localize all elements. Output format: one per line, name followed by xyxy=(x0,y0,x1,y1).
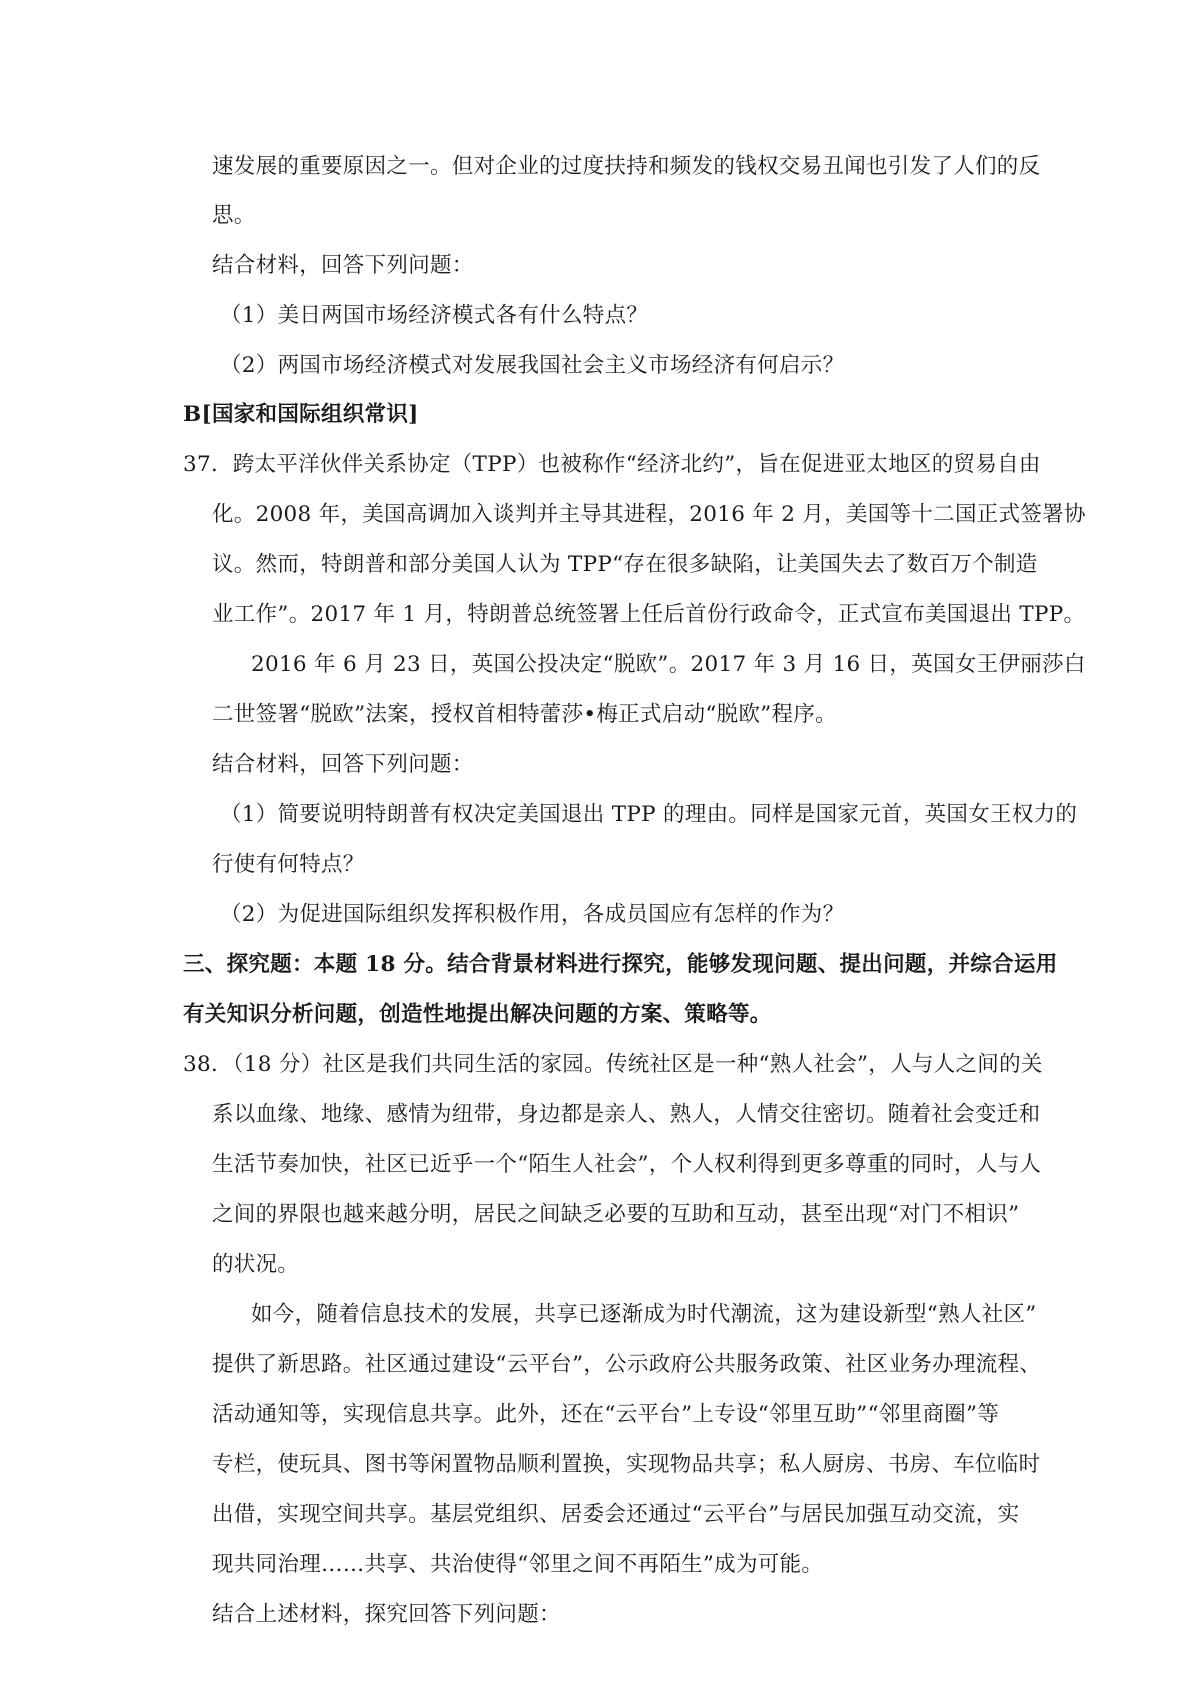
question-item: （1）简要说明特朗普有权决定美国退出 TPP 的理由。同样是国家元首，英国女王权力的 xyxy=(220,802,1078,827)
text-line: 速发展的重要原因之一。但对企业的过度扶持和频发的钱权交易丑闻也引发了人们的反 xyxy=(212,154,1041,179)
paragraph-start: 2016 年 6 月 23 日，英国公投决定“脱欧”。2017 年 3 月 16 日，英国女王伊丽莎白 xyxy=(251,652,1086,677)
text-line: 化。2008 年，美国高调加入谈判并主导其进程，2016 年 2 月，美国等十二国正式签署协 xyxy=(212,502,1086,527)
text-line: 专栏，使玩具、图书等闲置物品顺利置换，实现物品共享；私人厨房、书房、车位临时 xyxy=(212,1452,1041,1477)
text-line: 业工作”。2017 年 1 月，特朗普总统签署上任后首份行政命令，正式宣布美国退出 TPP。 xyxy=(212,602,1086,627)
text-line: 出借，实现空间共享。基层党组织、居委会还通过“云平台”与居民加强互动交流，实 xyxy=(212,1502,1020,1527)
paragraph-start: 如今，随着信息技术的发展，共享已逐渐成为时代潮流，这为建设新型“熟人社区” xyxy=(251,1302,1037,1327)
text-line: 议。然而，特朗普和部分美国人认为 TPP“存在很多缺陷，让美国失去了数百万个制造 xyxy=(212,552,1038,577)
text-line: 之间的界限也越来越分明，居民之间缺乏必要的互助和互动，甚至出现“对门不相识” xyxy=(212,1202,1020,1227)
text-line: 行使有何特点？ xyxy=(212,852,365,877)
text-line: 二世签署“脱欧”法案，授权首相特蕾莎•梅正式启动“脱欧”程序。 xyxy=(212,702,837,727)
text-line: 现共同治理……共享、共治使得“邻里之间不再陌生”成为可能。 xyxy=(212,1552,824,1577)
text-line: 提供了新思路。社区通过建设“云平台”，公示政府公共服务政策、社区业务办理流程、 xyxy=(212,1352,1042,1377)
text-line: 结合上述材料，探究回答下列问题： xyxy=(212,1602,561,1627)
text-line: 结合材料，回答下列问题： xyxy=(212,253,474,278)
text-line: 结合材料，回答下列问题： xyxy=(212,752,474,777)
text-line: 活动通知等，实现信息共享。此外，还在“云平台”上专设“邻里互助”“邻里商圈”等 xyxy=(212,1402,1000,1427)
section-heading: B[国家和国际组织常识] xyxy=(183,402,419,427)
text-line: 生活节奏加快，社区已近乎一个“陌生人社会”，个人权利得到更多尊重的同时，人与人 xyxy=(212,1152,1042,1177)
section-heading: 三、探究题：本题 18 分。结合背景材料进行探究，能够发现问题、提出问题，并综合运用 xyxy=(183,952,1058,977)
question-item: （1）美日两国市场经济模式各有什么特点？ xyxy=(220,303,649,328)
text-line: 的状况。 xyxy=(212,1252,300,1277)
question-stem: 37．跨太平洋伙伴关系协定（TPP）也被称作“经济北约”，旨在促进亚太地区的贸易自由 xyxy=(183,452,1041,477)
text-line: 思。 xyxy=(212,203,256,228)
question-item: （2）为促进国际组织发挥积极作用，各成员国应有怎样的作为？ xyxy=(220,902,845,927)
question-item: （2）两国市场经济模式对发展我国社会主义市场经济有何启示？ xyxy=(220,353,845,378)
section-heading: 有关知识分析问题，创造性地提出解决问题的方案、策略等。 xyxy=(183,1002,772,1027)
text-line: 系以血缘、地缘、感情为纽带，身边都是亲人、熟人，人情交往密切。随着社会变迁和 xyxy=(212,1102,1041,1127)
question-stem: 38．（18 分）社区是我们共同生活的家园。传统社区是一种“熟人社会”，人与人之间的关 xyxy=(183,1052,1043,1077)
